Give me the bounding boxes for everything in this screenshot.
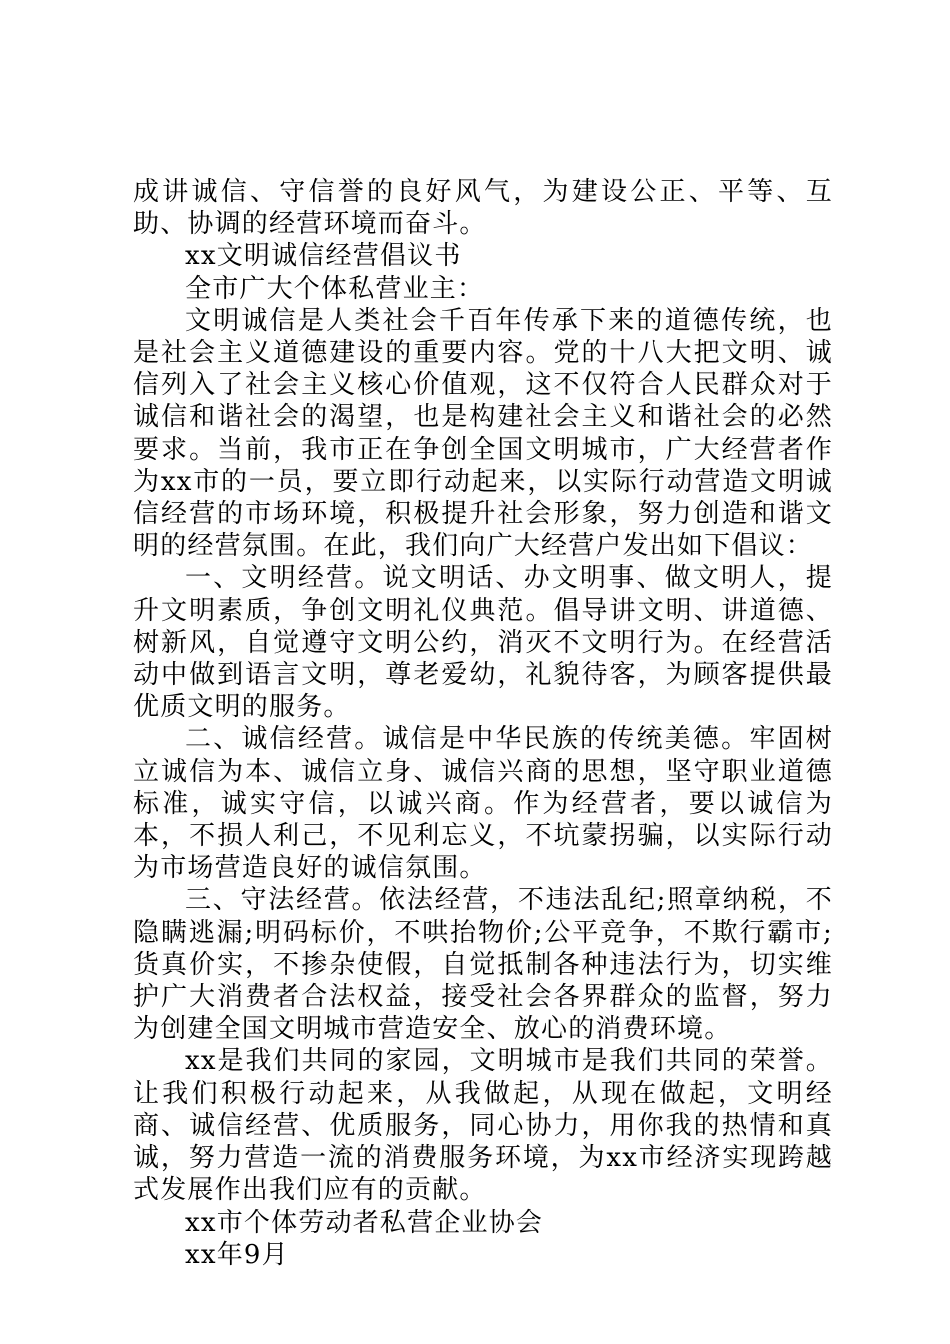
signature-date: xx年9月 [185,1239,289,1270]
document-title: xx文明诚信经营倡议书 [185,241,462,272]
document-body [133,176,833,1271]
paragraph-item-3: 三、守法经营。依法经营，不违法乱纪;照章纳税，不隐瞒逃漏;明码标价，不哄抬物价;公平竞争，不欺行霸市;货真价实，不掺杂使假，自觉抵制各种违法行为，切实维护广大消费者合法权益，接受社会各界群众的监督，努力为创建全国文明城市营造安全、放心的消费环境。 [133,885,833,1045]
salutation: 全市广大个体私营业主： [185,273,485,304]
paragraph-closing: xx是我们共同的家园，文明城市是我们共同的荣誉。让我们积极行动起来，从我做起，从现在做起，文明经商、诚信经营、优质服务，同心协力，用你我的热情和真诚，努力营造一流的消费服务环境，为xx市经济实现跨越式发展作出我们应有的贡献。 [133,1046,833,1206]
paragraph-item-1: 一、文明经营。说文明话、办文明事、做文明人，提升文明素质，争创文明礼仪典范。倡导讲文明、讲道德、树新风，自觉遵守文明公约，消灭不文明行为。在经营活动中做到语言文明，尊老爱幼，礼貌待客，为顾客提供最优质文明的服务。 [133,563,833,723]
paragraph-item-2: 二、诚信经营。诚信是中华民族的传统美德。牢固树立诚信为本、诚信立身、诚信兴商的思想，坚守职业道德标准，诚实守信，以诚兴商。作为经营者，要以诚信为本，不损人利己，不见利忘义，不坑蒙拐骗，以实际行动为市场营造良好的诚信氛围。 [133,724,833,884]
signature-organization: xx市个体劳动者私营企业协会 [185,1207,544,1238]
paragraph-continuation: 成讲诚信、守信誉的良好风气，为建设公正、平等、互助、协调的经营环境而奋斗。 [133,177,833,240]
paragraph-intro: 文明诚信是人类社会千百年传承下来的道德传统，也是社会主义道德建设的重要内容。党的十八大把文明、诚信列入了社会主义核心价值观，这不仅符合人民群众对于诚信和谐社会的渴望，也是构建社会主义和谐社会的必然要求。当前，我市正在争创全国文明城市，广大经营者作为xx市的一员，要立即行动起来，以实际行动营造文明诚信经营的市场环境，积极提升社会形象，努力创造和谐文明的经营氛围。在此，我们向广大经营户发出如下倡议： [133,305,833,562]
